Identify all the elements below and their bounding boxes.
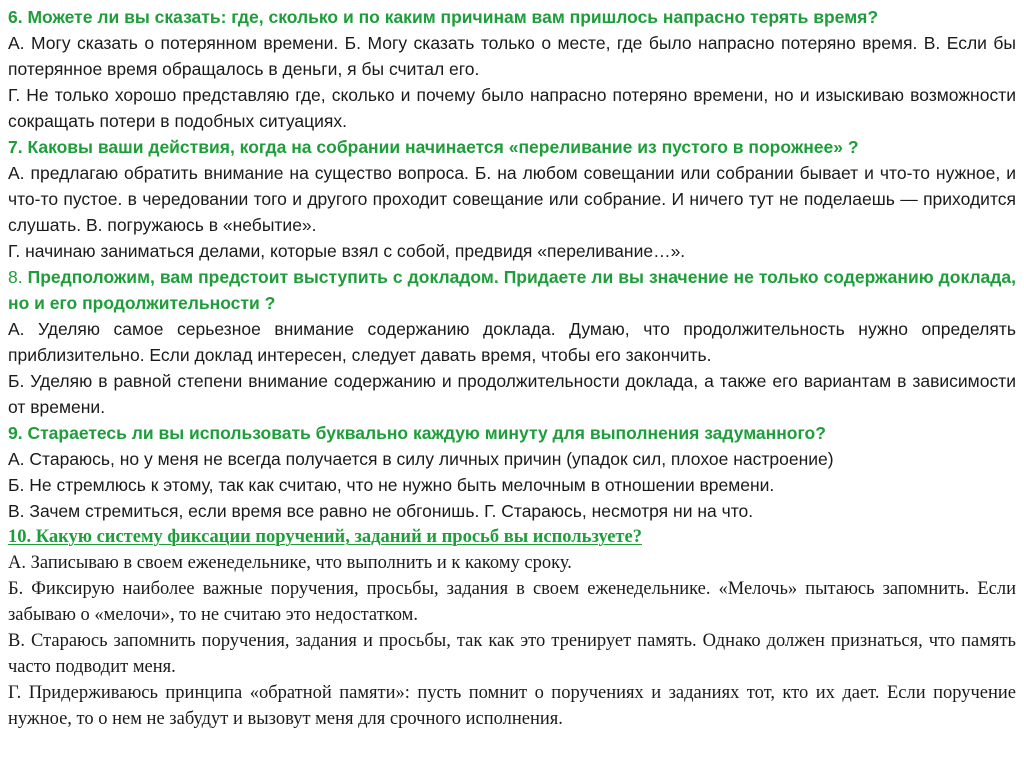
question-7-option-g: Г. начинаю заниматься делами, которые взял с собой, предвидя «переливание…». — [8, 241, 686, 261]
question-9: 9. Стараетесь ли вы использовать буквально каждую минуту для выполнения задуманного? — [8, 423, 826, 443]
question-10-option-a: А. Записываю в своем еженедельнике, что выполнить и к какому сроку. — [8, 553, 572, 573]
question-10-option-v: В. Стараюсь запомнить поручения, задания и просьбы, так как это тренирует память. Однако должен признаться, что память часто подводит меня. — [8, 631, 1016, 677]
question-8 — [8, 264, 1016, 316]
question-10: 10. Какую систему фиксации поручений, заданий и просьб вы используете? — [8, 527, 642, 547]
question-8-option-a: А. Уделяю самое серьезное внимание содержанию доклада. Думаю, что продолжительность нужно определять приблизительно. Если доклад интересен, следует давать время, чтобы его закончить. — [8, 319, 1016, 365]
questionnaire-slide — [8, 4, 1016, 732]
question-8-option-b: Б. Уделяю в равной степени внимание содержанию и продолжительности доклада, а также его вариантам в зависимости от времени. — [8, 371, 1016, 417]
question-8-text: Предположим, вам предстоит выступить с докладом. Придаете ли вы значение не только содержанию доклада, но и его продолжительности ? — [8, 267, 1016, 313]
question-6: 6. Можете ли вы сказать: где, сколько и по каким причинам вам пришлось напрасно терять время? — [8, 7, 879, 27]
question-9-option-a: А. Стараюсь, но у меня не всегда получается в силу личных причин (упадок сил, плохое настроение) — [8, 449, 834, 469]
question-6-option-g: Г. Не только хорошо представляю где, сколько и почему было напрасно потеряно времени, но и изыскиваю возможности сокращать потери в подобных ситуациях. — [8, 85, 1016, 131]
question-8-number: 8. — [8, 267, 23, 287]
question-7-options-a-b-v: А. предлагаю обратить внимание на существо вопроса. Б. на любом совещании или собрании бывает и что-то нужное, и что-то пустое. в чередовании того и другого проходит совещание или собрание. И ничего тут не поделаешь — приходится слушать. В. погружаюсь в «небытие». — [8, 163, 1016, 235]
question-7: 7. Каковы ваши действия, когда на собрании начинается «переливание из пустого в порожнее» ? — [8, 137, 859, 157]
question-9-options-v-g: В. Зачем стремиться, если время все равно не обгонишь. Г. Стараюсь, несмотря ни на что. — [8, 501, 754, 521]
question-9-option-b: Б. Не стремлюсь к этому, так как считаю, что не нужно быть мелочным в отношении времени. — [8, 475, 775, 495]
question-10-option-g: Г. Придерживаюсь принципа «обратной памяти»: пусть помнит о поручениях и заданиях тот, кто их дает. Если поручение нужное, то о нем не забудут и вызовут меня для срочного исполнения. — [8, 683, 1016, 729]
question-6-options-a-b-v: А. Могу сказать о потерянном времени. Б. Могу сказать только о месте, где было напрасно потеряно время. В. Если бы потерянное время обращалось в деньги, я бы считал его. — [8, 33, 1016, 79]
question-10-option-b: Б. Фиксирую наиболее важные поручения, просьбы, задания в своем еженедельнике. «Мелочь» пытаюсь запомнить. Если забываю о «мелочи», то не считаю это недостатком. — [8, 579, 1016, 625]
